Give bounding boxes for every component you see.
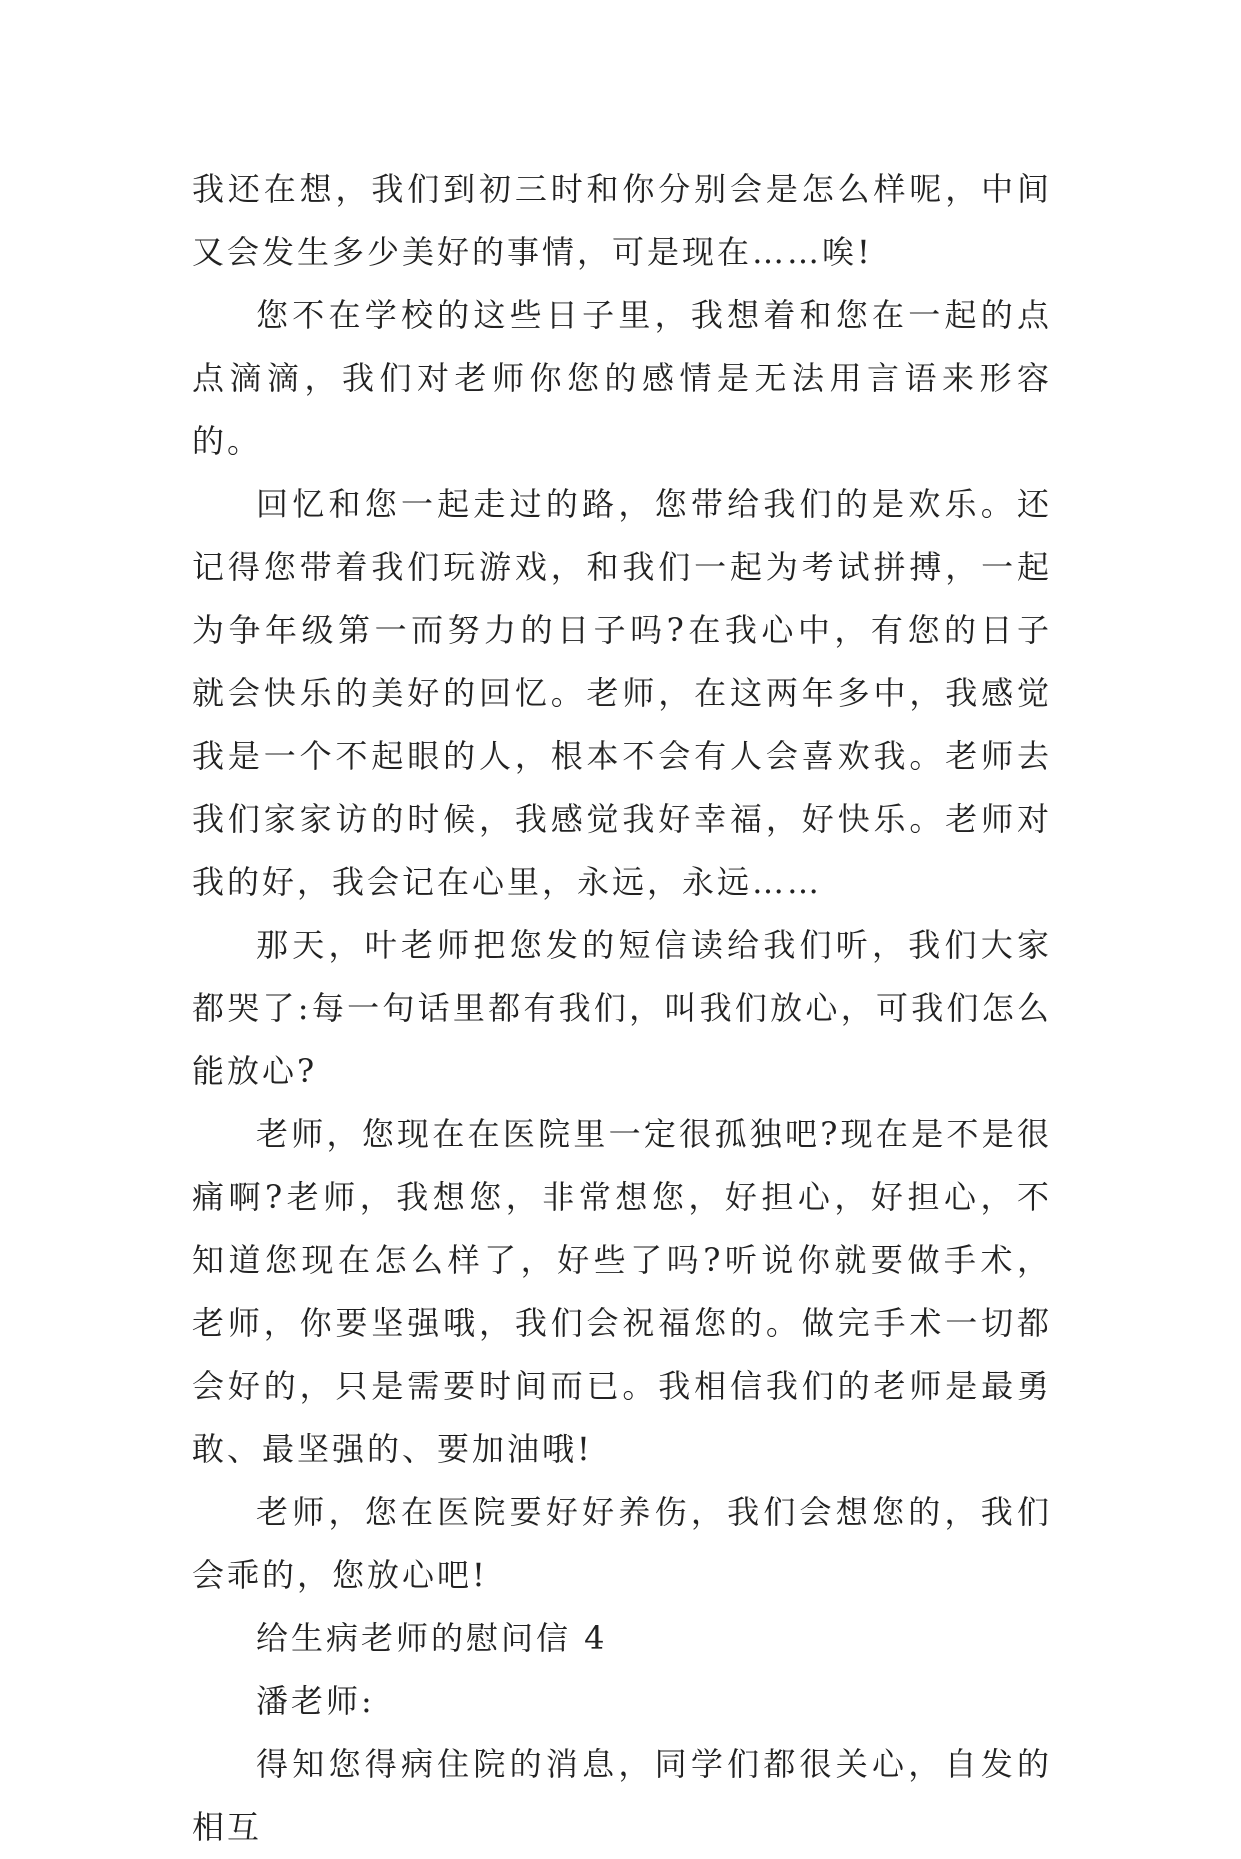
paragraph-1: 我还在想，我们到初三时和你分别会是怎么样呢，中间又会发生多少美好的事情，可是现在……唉! bbox=[192, 170, 1052, 271]
paragraph-7: 得知您得病住院的消息，同学们都很关心，自发的相互 bbox=[192, 1745, 1052, 1846]
paragraph-5: 老师，您现在在医院里一定很孤独吧?现在是不是很痛啊?老师，我想您，非常想您，好担心，好担心，不知道您现在怎么样了，好些了吗?听说你就要做手术，老师，你要坚强哦，我们会祝福您的。做完手术一切都会好的，只是需要时间而已。我相信我们的老师是最勇敢、最坚强的、要加油哦! bbox=[192, 1115, 1052, 1468]
paragraph-6: 老师，您在医院要好好养伤，我们会想您的，我们会乖的，您放心吧! bbox=[192, 1493, 1052, 1594]
salutation: 潘老师: bbox=[256, 1682, 375, 1720]
paragraph-4: 那天，叶老师把您发的短信读给我们听，我们大家都哭了:每一句话里都有我们，叫我们放心，可我们怎么能放心? bbox=[192, 926, 1052, 1090]
section-heading: 给生病老师的慰问信 4 bbox=[256, 1619, 608, 1657]
document-body bbox=[192, 158, 1052, 1859]
paragraph-3: 回忆和您一起走过的路，您带给我们的是欢乐。还记得您带着我们玩游戏，和我们一起为考试拼搏，一起为争年级第一而努力的日子吗?在我心中，有您的日子就会快乐的美好的回忆。老师，在这两年多中，我感觉我是一个不起眼的人，根本不会有人会喜欢我。老师去我们家家访的时候，我感觉我好幸福，好快乐。老师对我的好，我会记在心里，永远，永远…… bbox=[192, 485, 1052, 901]
paragraph-2: 您不在学校的这些日子里，我想着和您在一起的点点滴滴，我们对老师你您的感情是无法用言语来形容的。 bbox=[192, 296, 1052, 460]
